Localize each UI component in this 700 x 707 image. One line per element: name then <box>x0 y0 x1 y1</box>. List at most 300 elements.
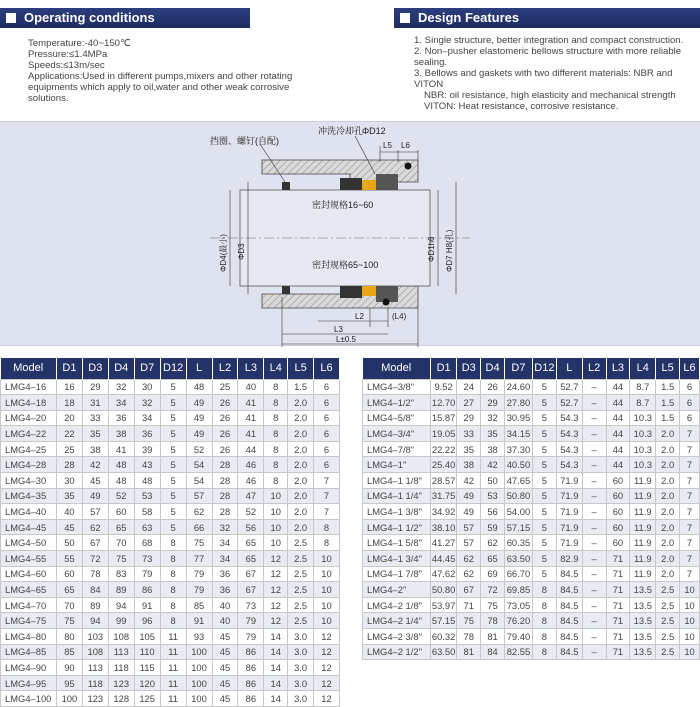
table-cell: 5 <box>160 457 186 473</box>
table-cell: – <box>582 410 606 426</box>
table-cell: 85 <box>56 644 82 660</box>
table-cell: 54 <box>186 473 212 489</box>
pressure-text: Pressure:≤1.4MPa <box>28 49 108 60</box>
table-cell: LMG4–30 <box>1 473 57 489</box>
table-cell: 44.45 <box>430 551 456 567</box>
table-cell: 50.80 <box>430 582 456 598</box>
table-cell: 38.10 <box>430 519 456 535</box>
table-cell: 70 <box>56 597 82 613</box>
table-cell: – <box>582 379 606 395</box>
table-header-row <box>363 358 700 379</box>
table-cell: 1.5 <box>656 395 680 411</box>
table-cell: 57.15 <box>430 613 456 629</box>
table-cell: 71 <box>606 551 630 567</box>
table-row <box>1 566 340 582</box>
table-cell: 52 <box>238 504 264 520</box>
table-cell: 7 <box>680 426 700 442</box>
applications-text: Applications:Used in different pumps,mixers and other rotating equipments which apply to oil,water and other weak corrosive solutions. <box>28 71 293 104</box>
table-cell: 8 <box>264 426 288 442</box>
table-cell: 26 <box>212 395 238 411</box>
table-cell: 57 <box>186 488 212 504</box>
column-header: D1 <box>430 358 456 379</box>
table-cell: 84.5 <box>556 597 582 613</box>
table-cell: 99 <box>108 613 134 629</box>
table-cell: 5 <box>532 504 556 520</box>
table-cell: 41 <box>238 410 264 426</box>
table-cell: 2.0 <box>288 473 314 489</box>
table-cell: 6 <box>314 379 340 395</box>
table-cell: LMG4–7/8" <box>363 441 431 457</box>
table-row <box>1 488 340 504</box>
table-cell: – <box>582 519 606 535</box>
table-cell: 10 <box>264 519 288 535</box>
table-row <box>1 410 340 426</box>
table-cell: 10.3 <box>630 457 656 473</box>
seat-top <box>376 174 398 190</box>
table-cell: 12 <box>314 675 340 691</box>
table-cell: 8 <box>264 395 288 411</box>
table-cell: 5 <box>532 426 556 442</box>
table-cell: 91 <box>186 613 212 629</box>
column-header: L5 <box>656 358 680 379</box>
table-cell: 79 <box>238 629 264 645</box>
table-cell: 75 <box>457 613 481 629</box>
table-cell: 57 <box>457 519 481 535</box>
table-cell: 12 <box>264 551 288 567</box>
table-row <box>363 582 700 598</box>
column-header: D1 <box>56 358 82 379</box>
table-row <box>1 660 340 676</box>
table-cell: 82.9 <box>556 551 582 567</box>
table-cell: 9.52 <box>430 379 456 395</box>
table-cell: 10 <box>680 629 700 645</box>
table-row <box>363 597 700 613</box>
table-cell: 2.5 <box>288 535 314 551</box>
table-cell: 59 <box>481 519 505 535</box>
table-cell: 3.0 <box>288 691 314 707</box>
table-cell: 81 <box>481 629 505 645</box>
feature-item: NBR: oil resistance, high elasticity and mechanical strength <box>424 90 676 101</box>
table-cell: 34 <box>212 551 238 567</box>
table-cell: 10 <box>264 504 288 520</box>
table-cell: 78 <box>457 629 481 645</box>
table-cell: LMG4–1 1/4" <box>363 488 431 504</box>
table-cell: 7 <box>680 504 700 520</box>
table-cell: 8 <box>264 441 288 457</box>
table-cell: 6 <box>680 395 700 411</box>
table-cell: 2.0 <box>656 457 680 473</box>
table-cell: 2.5 <box>288 551 314 567</box>
table-row <box>1 597 340 613</box>
table-cell: 93 <box>186 629 212 645</box>
table-cell: 8.7 <box>630 395 656 411</box>
table-cell: 62 <box>457 566 481 582</box>
table-cell: 54.3 <box>556 441 582 457</box>
table-row <box>1 426 340 442</box>
table-row <box>1 582 340 598</box>
table-cell: LMG4–40 <box>1 504 57 520</box>
table-cell: 63 <box>134 519 160 535</box>
table-cell: – <box>582 395 606 411</box>
table-row <box>1 441 340 457</box>
table-row <box>363 395 700 411</box>
table-cell: LMG4–95 <box>1 675 57 691</box>
table-cell: 2.5 <box>656 629 680 645</box>
table-cell: 7 <box>680 441 700 457</box>
feature-item: VITON: Heat resistance, corrosive resistance. <box>424 101 619 112</box>
table-cell: 113 <box>82 660 108 676</box>
table-cell: 27 <box>457 395 481 411</box>
table-cell: – <box>582 597 606 613</box>
label-spec1: 密封规格16~60 <box>312 200 374 210</box>
table-cell: 32 <box>481 410 505 426</box>
table-cell: 52 <box>108 488 134 504</box>
table-cell: 5 <box>160 441 186 457</box>
table-cell: 2.0 <box>656 519 680 535</box>
table-cell: 54.3 <box>556 457 582 473</box>
table-cell: 70 <box>108 535 134 551</box>
table-cell: LMG4–1 1/8" <box>363 473 431 489</box>
table-cell: 89 <box>108 582 134 598</box>
table-cell: 26 <box>212 410 238 426</box>
table-cell: 44 <box>606 441 630 457</box>
table-cell: 2.0 <box>656 535 680 551</box>
table-cell: 7 <box>680 488 700 504</box>
table-cell: 65 <box>481 551 505 567</box>
table-cell: 48 <box>108 457 134 473</box>
speed-text: Speeds:≤13m/sec <box>28 60 105 71</box>
table-cell: 5 <box>532 473 556 489</box>
table-cell: 13.5 <box>630 629 656 645</box>
table-cell: 11 <box>160 644 186 660</box>
table-cell: 3.0 <box>288 629 314 645</box>
table-cell: 84.5 <box>556 613 582 629</box>
table-cell: 5 <box>532 519 556 535</box>
metric-size-table <box>0 358 340 707</box>
table-cell: LMG4–2" <box>363 582 431 598</box>
table-cell: 27.80 <box>504 395 532 411</box>
table-cell: 20 <box>56 410 82 426</box>
table-cell: 120 <box>134 675 160 691</box>
table-cell: 2.5 <box>656 582 680 598</box>
table-cell: 86 <box>238 675 264 691</box>
table-cell: 54.3 <box>556 410 582 426</box>
table-row <box>363 629 700 645</box>
table-row <box>1 535 340 551</box>
table-cell: 83 <box>108 566 134 582</box>
table-cell: LMG4–85 <box>1 644 57 660</box>
table-cell: 8 <box>532 597 556 613</box>
table-cell: 54.3 <box>556 426 582 442</box>
table-cell: 7 <box>680 457 700 473</box>
column-header: D7 <box>504 358 532 379</box>
table-cell: 34.92 <box>430 504 456 520</box>
table-cell: 73 <box>238 597 264 613</box>
table-cell: 33 <box>457 426 481 442</box>
table-cell: 53 <box>481 488 505 504</box>
table-cell: 2.0 <box>288 410 314 426</box>
table-cell: 62 <box>82 519 108 535</box>
table-cell: 123 <box>108 675 134 691</box>
table-cell: 75 <box>481 597 505 613</box>
table-cell: 15.87 <box>430 410 456 426</box>
table-cell: 115 <box>134 660 160 676</box>
table-cell: 6 <box>314 457 340 473</box>
table-cell: 34.15 <box>504 426 532 442</box>
table-cell: 123 <box>82 691 108 707</box>
table-cell: 2.0 <box>656 566 680 582</box>
spring-bottom <box>362 286 376 296</box>
table-cell: 28 <box>212 488 238 504</box>
table-cell: 105 <box>134 629 160 645</box>
table-cell: 72 <box>82 551 108 567</box>
table-cell: 5 <box>532 395 556 411</box>
table-cell: 8 <box>264 473 288 489</box>
table-cell: 47.65 <box>504 473 532 489</box>
table-row <box>363 535 700 551</box>
table-cell: – <box>582 426 606 442</box>
table-cell: 10 <box>314 582 340 598</box>
table-cell: 5 <box>160 410 186 426</box>
table-row <box>1 691 340 707</box>
table-cell: – <box>582 644 606 660</box>
table-cell: – <box>582 629 606 645</box>
table-cell: 5 <box>160 426 186 442</box>
table-cell: 2.5 <box>656 644 680 660</box>
table-cell: 5 <box>532 551 556 567</box>
column-header: D3 <box>82 358 108 379</box>
table-cell: 57 <box>82 504 108 520</box>
table-cell: 2.0 <box>288 395 314 411</box>
table-cell: 30.95 <box>504 410 532 426</box>
table-cell: 49 <box>457 488 481 504</box>
table-cell: 60 <box>606 519 630 535</box>
table-cell: 63.50 <box>504 551 532 567</box>
table-cell: LMG4–20 <box>1 410 57 426</box>
table-cell: 7 <box>680 519 700 535</box>
table-cell: 54 <box>186 457 212 473</box>
table-cell: 26 <box>212 441 238 457</box>
table-cell: 5 <box>160 504 186 520</box>
table-cell: 8 <box>160 597 186 613</box>
table-cell: 60 <box>56 566 82 582</box>
table-cell: 113 <box>108 644 134 660</box>
table-cell: 10 <box>264 488 288 504</box>
table-cell: 1.5 <box>656 410 680 426</box>
table-cell: 36 <box>108 410 134 426</box>
column-header: Model <box>363 358 431 379</box>
table-cell: 6 <box>680 410 700 426</box>
table-cell: 45 <box>212 644 238 660</box>
table-cell: 45 <box>82 473 108 489</box>
table-row <box>363 473 700 489</box>
table-cell: 10.3 <box>630 441 656 457</box>
table-cell: 32 <box>108 379 134 395</box>
table-cell: 79 <box>134 566 160 582</box>
table-cell: 2.0 <box>656 551 680 567</box>
table-cell: 85 <box>186 597 212 613</box>
table-cell: 7 <box>680 535 700 551</box>
table-cell: 40 <box>56 504 82 520</box>
header-square-icon <box>400 13 410 23</box>
table-cell: 11 <box>160 629 186 645</box>
table-cell: 10 <box>264 535 288 551</box>
table-cell: 44 <box>238 441 264 457</box>
label-d3: ΦD3 <box>237 243 246 260</box>
table-cell: – <box>582 566 606 582</box>
table-cell: 73.05 <box>504 597 532 613</box>
table-cell: 42 <box>481 457 505 473</box>
table-cell: 118 <box>82 675 108 691</box>
table-cell: 75 <box>186 535 212 551</box>
table-cell: 14 <box>264 675 288 691</box>
table-cell: 71.9 <box>556 473 582 489</box>
table-cell: 12 <box>264 566 288 582</box>
label-l3: L3 <box>334 325 343 334</box>
table-cell: 71.9 <box>556 488 582 504</box>
table-cell: 41.27 <box>430 535 456 551</box>
table-cell: 2.0 <box>288 519 314 535</box>
table-cell: 13.5 <box>630 613 656 629</box>
table-cell: 60 <box>606 504 630 520</box>
table-cell: 79 <box>186 582 212 598</box>
table-cell: 10 <box>314 597 340 613</box>
table-cell: 10 <box>314 613 340 629</box>
table-cell: 45 <box>56 519 82 535</box>
temperature-text: Temperature:-40~150℃ <box>28 38 131 49</box>
column-header: D12 <box>160 358 186 379</box>
table-cell: 53 <box>134 488 160 504</box>
column-header: Model <box>1 358 57 379</box>
table-cell: 8 <box>264 379 288 395</box>
table-cell: 100 <box>56 691 82 707</box>
table-cell: 6 <box>314 395 340 411</box>
table-cell: 49 <box>457 504 481 520</box>
table-cell: 33 <box>82 410 108 426</box>
table-cell: 3.0 <box>288 644 314 660</box>
table-cell: 84 <box>481 644 505 660</box>
column-header: L6 <box>680 358 700 379</box>
table-cell: 37.30 <box>504 441 532 457</box>
table-row <box>363 613 700 629</box>
table-cell: 8 <box>532 644 556 660</box>
table-cell: 29 <box>82 379 108 395</box>
table-cell: 41 <box>108 441 134 457</box>
table-cell: 108 <box>108 629 134 645</box>
table-cell: 71 <box>606 644 630 660</box>
table-cell: LMG4–5/8" <box>363 410 431 426</box>
table-cell: 47 <box>238 488 264 504</box>
table-cell: 40 <box>212 613 238 629</box>
table-cell: 30 <box>134 379 160 395</box>
table-cell: 75 <box>108 551 134 567</box>
table-row <box>1 457 340 473</box>
label-d7: ΦD7 H8(孔) <box>445 229 454 272</box>
table-cell: – <box>582 473 606 489</box>
label-l6: L6 <box>401 141 410 150</box>
table-row <box>363 457 700 473</box>
table-cell: 12 <box>264 597 288 613</box>
table-cell: 48 <box>134 473 160 489</box>
table-cell: 11.9 <box>630 566 656 582</box>
table-cell: LMG4–3/4" <box>363 426 431 442</box>
table-cell: LMG4–55 <box>1 551 57 567</box>
operating-conditions-text <box>28 38 328 104</box>
table-cell: 67 <box>238 582 264 598</box>
table-cell: 125 <box>134 691 160 707</box>
table-cell: 7 <box>680 566 700 582</box>
table-cell: 57 <box>457 535 481 551</box>
oring-bottom <box>383 299 390 306</box>
table-cell: 12.70 <box>430 395 456 411</box>
table-cell: 78 <box>481 613 505 629</box>
table-cell: 66 <box>186 519 212 535</box>
table-cell: 6 <box>314 426 340 442</box>
table-cell: 31 <box>82 395 108 411</box>
table-cell: 1.5 <box>288 379 314 395</box>
table-cell: 66.70 <box>504 566 532 582</box>
table-cell: LMG4–3/8" <box>363 379 431 395</box>
table-cell: 44 <box>606 395 630 411</box>
table-cell: 52.7 <box>556 395 582 411</box>
feature-item: 2. Non–pusher elastomeric bellows structure with more reliable sealing. <box>414 46 682 68</box>
table-cell: 10.3 <box>630 426 656 442</box>
table-cell: 79 <box>238 613 264 629</box>
label-cool: 冲洗冷却孔 <box>318 126 364 136</box>
label-l: L±0.5 <box>336 335 356 344</box>
table-row <box>1 395 340 411</box>
table-cell: 13.5 <box>630 582 656 598</box>
table-cell: 12 <box>314 660 340 676</box>
table-cell: 81 <box>457 644 481 660</box>
table-cell: 8 <box>264 457 288 473</box>
table-cell: 86 <box>134 582 160 598</box>
table-cell: 8 <box>160 551 186 567</box>
table-cell: 11 <box>160 675 186 691</box>
table-cell: – <box>582 457 606 473</box>
table-cell: 34 <box>212 535 238 551</box>
table-cell: 11.9 <box>630 535 656 551</box>
table-cell: 5 <box>160 379 186 395</box>
label-l4: (L4) <box>392 312 407 321</box>
table-cell: 40.50 <box>504 457 532 473</box>
table-cell: 60.32 <box>430 629 456 645</box>
table-cell: 14 <box>264 629 288 645</box>
table-cell: 40 <box>212 597 238 613</box>
table-cell: LMG4–16 <box>1 379 57 395</box>
table-cell: 47.62 <box>430 566 456 582</box>
column-header: L <box>556 358 582 379</box>
table-cell: 71 <box>606 629 630 645</box>
table-cell: – <box>582 613 606 629</box>
table-cell: 38 <box>108 426 134 442</box>
table-cell: – <box>582 535 606 551</box>
table-cell: LMG4–70 <box>1 597 57 613</box>
table-cell: 41 <box>238 395 264 411</box>
table-cell: 71.9 <box>556 504 582 520</box>
table-cell: 48 <box>186 379 212 395</box>
table-cell: 8 <box>314 535 340 551</box>
table-cell: 5 <box>532 379 556 395</box>
table-cell: 7 <box>314 488 340 504</box>
table-cell: LMG4–90 <box>1 660 57 676</box>
table-cell: 60 <box>606 473 630 489</box>
table-cell: 26 <box>212 426 238 442</box>
table-cell: LMG4–80 <box>1 629 57 645</box>
table-cell: 2.0 <box>288 441 314 457</box>
table-cell: 10 <box>680 613 700 629</box>
table-cell: LMG4–45 <box>1 519 57 535</box>
